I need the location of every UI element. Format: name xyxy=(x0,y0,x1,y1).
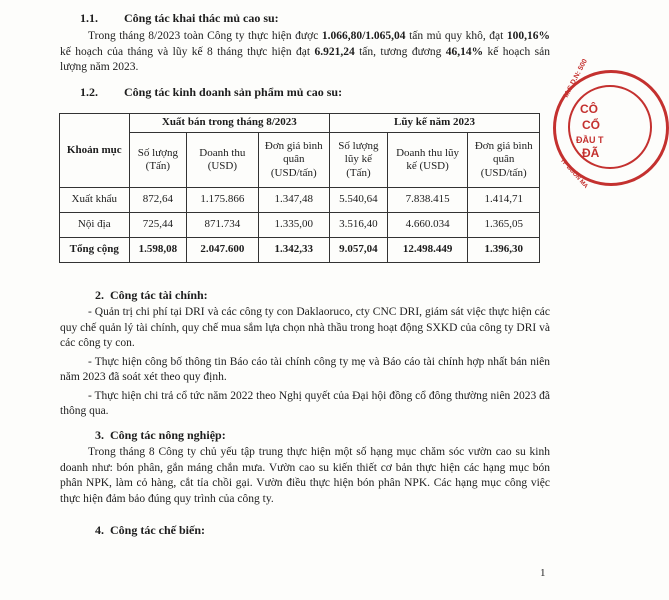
table-cell: 5.540,64 xyxy=(330,188,388,213)
section-heading-4 xyxy=(95,522,205,538)
seal-ring-text: M.S.D.N: 500 xyxy=(562,58,589,99)
table-cell: 3.516,40 xyxy=(330,213,388,238)
column-header-khoan-muc: Khoản mục xyxy=(60,114,130,188)
table-cell: 871.734 xyxy=(187,213,258,238)
table-cell: 1.335,00 xyxy=(258,213,330,238)
table-cell: 872,64 xyxy=(129,188,187,213)
table-row xyxy=(60,188,540,213)
column-header: Số lượng (Tấn) xyxy=(129,133,187,188)
section-number: 1.2. xyxy=(80,85,98,99)
section-heading-3 xyxy=(95,427,226,443)
text-run: kế hoạch của tháng và lũy kế 8 tháng thực hiện đạt xyxy=(60,45,315,58)
column-header: Doanh thu lũy kế (USD) xyxy=(387,133,468,188)
table-total-row xyxy=(60,238,540,263)
paragraph-text: - Quản trị chi phí tại DRI và các công ty con Daklaoruco, cty CNC DRI, giám sát việc thực hiện các quy chế quản lý tài chính, quy chế mua sắm lựa chọn nhà thầu trong hoạt động SXKD của công ty DRI và các công ty con. xyxy=(60,306,550,350)
section-number: 1.1. xyxy=(80,11,98,25)
column-header: Số lượng lũy kế (Tấn) xyxy=(330,133,388,188)
section-number: 3. xyxy=(95,428,104,442)
section-title: Công tác nông nghiệp: xyxy=(110,428,226,442)
row-label: Xuất khẩu xyxy=(60,188,130,213)
section-title: Công tác khai thác mủ cao su: xyxy=(124,11,279,25)
paragraph-text: - Thực hiện chi trả cổ tức năm 2022 theo Nghị quyết của Đại hội đồng cổ đông thường niên 2023 đã thông qua. xyxy=(60,389,550,418)
text-run: tấn, tương đương xyxy=(354,45,446,58)
table-cell: 1.175.866 xyxy=(187,188,258,213)
paragraph-3 xyxy=(60,445,550,510)
table-cell: 2.047.600 xyxy=(187,238,258,263)
paragraph-text: - Thực hiện công bố thông tin Báo cáo tài chính công ty mẹ và Báo cáo tài chính hợp nhất bán niên năm 2023 đã soát xét theo quy định. xyxy=(60,355,550,384)
section-title: Công tác tài chính: xyxy=(110,288,208,302)
table-cell: 1.347,48 xyxy=(258,188,330,213)
section-heading-1-2 xyxy=(80,84,342,100)
table-cell: 1.365,05 xyxy=(468,213,540,238)
table-cell: 725,44 xyxy=(129,213,187,238)
table-cell: 9.057,04 xyxy=(330,238,388,263)
group-header-ytd: Lũy kế năm 2023 xyxy=(330,114,540,133)
bold-value: 46,14% xyxy=(445,45,484,58)
table-cell: 1.598,08 xyxy=(129,238,187,263)
section-title: Công tác kinh doanh sản phẩm mủ cao su: xyxy=(124,85,343,99)
bold-value: 100,16% xyxy=(506,30,550,42)
section-title: Công tác chế biến: xyxy=(110,523,205,537)
section-heading-2 xyxy=(95,287,208,303)
column-header: Đơn giá bình quân (USD/tấn) xyxy=(258,133,330,188)
paragraph-2 xyxy=(60,305,550,423)
table-row xyxy=(60,213,540,238)
table-cell: 1.414,71 xyxy=(468,188,540,213)
seal-line: ĐẦU T xyxy=(576,135,604,145)
rubber-sales-table xyxy=(59,113,540,263)
seal-line: CÔ xyxy=(580,102,598,116)
group-header-month: Xuất bán trong tháng 8/2023 xyxy=(129,114,330,133)
text-run: kế hoạch sản lượng năm 2023. xyxy=(60,45,550,74)
seal-inner-ring xyxy=(568,85,652,169)
seal-ring-text: TP BUÔN MA xyxy=(558,157,589,190)
seal-line: CỔ xyxy=(582,118,600,132)
table-cell: 1.396,30 xyxy=(468,238,540,263)
row-label: Nội địa xyxy=(60,213,130,238)
section-heading-1-1 xyxy=(80,10,279,26)
paragraph-1-1 xyxy=(60,29,550,79)
seal-line: ĐÃ xyxy=(582,146,600,160)
table-cell: 7.838.415 xyxy=(387,188,468,213)
column-header: Đơn giá bình quân (USD/tấn) xyxy=(468,133,540,188)
section-number: 4. xyxy=(95,523,104,537)
section-number: 2. xyxy=(95,288,104,302)
table-cell: 12.498.449 xyxy=(387,238,468,263)
text-run: Trong tháng 8/2023 toàn Công ty thực hiện được xyxy=(88,30,322,42)
page-number: 1 xyxy=(540,567,546,579)
table-cell: 4.660.034 xyxy=(387,213,468,238)
text-run: tấn mủ quy khô, đạt xyxy=(405,30,507,42)
company-seal-stamp xyxy=(553,58,669,190)
paragraph-text: Trong tháng 8 Công ty chủ yếu tập trung thực hiện một số hạng mục chăm sóc vườn cao su kinh doanh như: bón phân, gắn máng chắn mưa. Vườn cao su kiến thiết cơ bản thực hiện các hạng mục bón phân NPK, làm cỏ hàng, cắt tỉa chồi gại. Vườn điều thực hiện bón phân NPK. Các hạng mục công việc thực hiện đảm bảo đúng quy trình của công ty. xyxy=(60,446,550,505)
bold-value: 6.921,24 xyxy=(314,45,355,58)
column-header: Doanh thu (USD) xyxy=(187,133,258,188)
table-cell: 1.342,33 xyxy=(258,238,330,263)
bold-value: 1.066,80/1.065,04 xyxy=(321,30,406,42)
row-label: Tổng cộng xyxy=(60,238,130,263)
